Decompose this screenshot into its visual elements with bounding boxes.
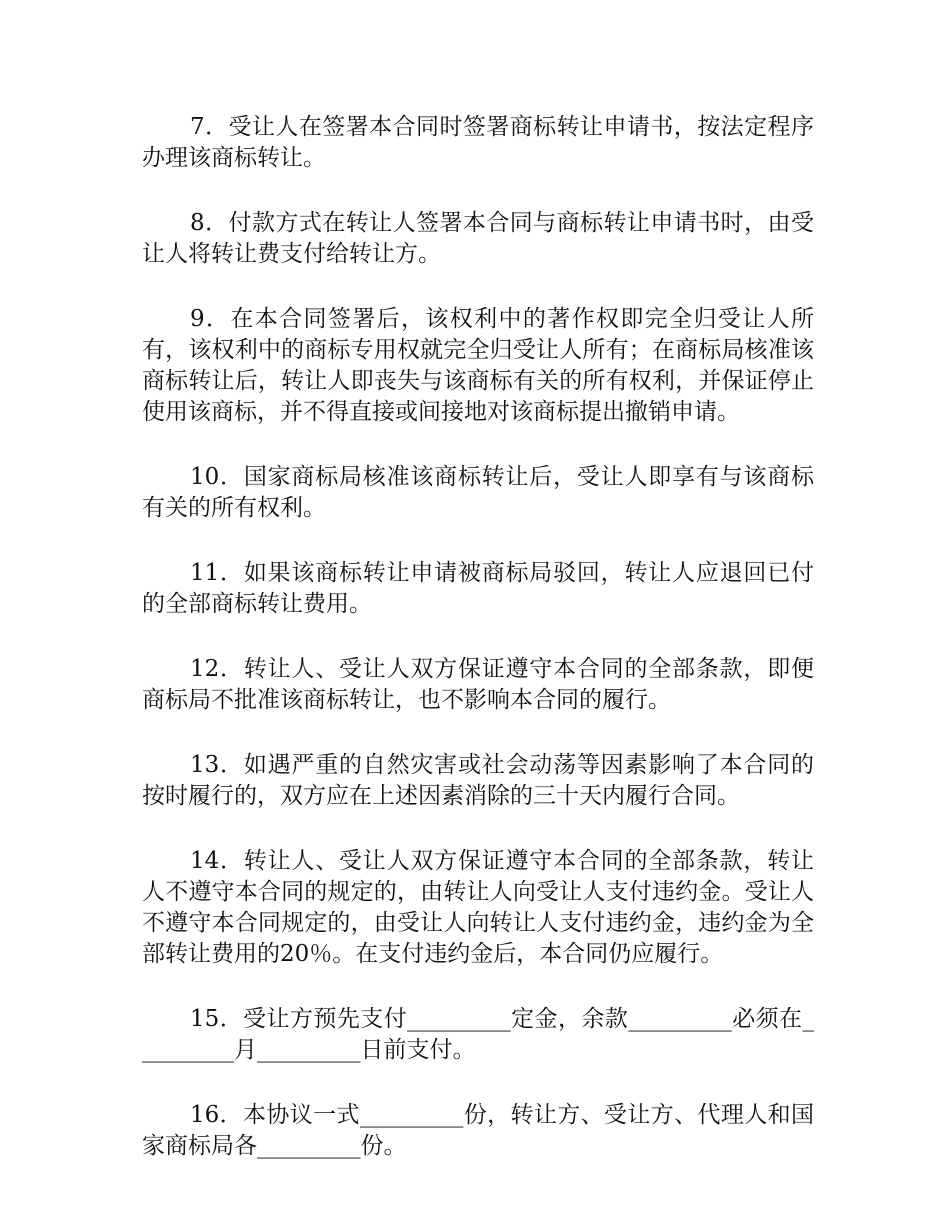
- clause-16: 16．本协议一式_________份，转让方、受让方、代理人和国家商标局各_________份。: [142, 1102, 814, 1159]
- clause-14: 14．转让人、受让人双方保证遵守本合同的全部条款，转让人不遵守本合同的规定的，由转让人向受让人支付违约金。受让人不遵守本合同规定的，由受让人向转让人支付违约金，违约金为全部转让费用的20％。在支付违约金后，本合同仍应履行。: [142, 848, 814, 967]
- clause-15: 15．受让方预先支付_________定金，余款_________必须在_________月_________日前支付。: [142, 1006, 814, 1063]
- clause-9: 9．在本合同签署后，该权利中的著作权即完全归受让人所有，该权利中的商标专用权就完全归受让人所有；在商标局核准该商标转让后，转让人即丧失与该商标有关的所有权利，并保证停止使用该商标，并不得直接或间接地对该商标提出撤销申请。: [142, 306, 814, 425]
- document-body: [142, 112, 814, 1162]
- clause-11: 11．如果该商标转让申请被商标局驳回，转让人应退回已付的全部商标转让费用。: [142, 560, 814, 617]
- clause-10: 10．国家商标局核准该商标转让后，受让人即享有与该商标有关的所有权利。: [142, 464, 814, 521]
- clause-8: 8．付款方式在转让人签署本合同与商标转让申请书时，由受让人将转让费支付给转让方。: [142, 210, 814, 267]
- clause-13: 13．如遇严重的自然灾害或社会动荡等因素影响了本合同的按时履行的，双方应在上述因素消除的三十天内履行合同。: [142, 752, 814, 809]
- clause-12: 12．转让人、受让人双方保证遵守本合同的全部条款，即便商标局不批准该商标转让，也不影响本合同的履行。: [142, 656, 814, 713]
- clause-7: 7．受让人在签署本合同时签署商标转让申请书，按法定程序办理该商标转让。: [142, 114, 814, 171]
